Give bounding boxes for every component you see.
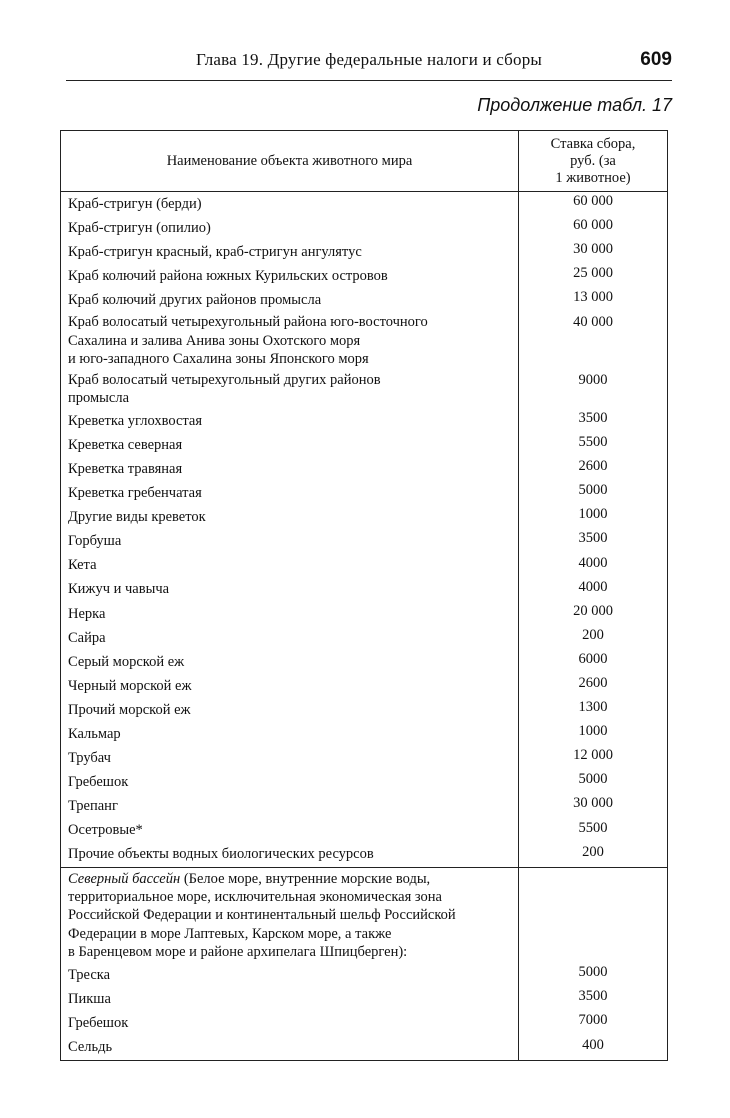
object-name-cell [61, 288, 519, 312]
object-name-line: Кижуч и чавыча [68, 581, 170, 598]
rate-header-line: 1 животное) [555, 169, 631, 186]
object-name-cell: Сельдь [61, 1036, 519, 1061]
rate-header-line: руб. (за [570, 152, 616, 169]
object-name-line: Кета [68, 557, 97, 574]
table-row [61, 216, 668, 240]
table-row [61, 264, 668, 288]
object-name-line: Осетровые* [68, 822, 143, 839]
table-row [61, 698, 668, 722]
table-row [61, 240, 668, 264]
object-name-line: Другие виды креветок [68, 509, 206, 526]
table-row [61, 288, 668, 312]
object-name-line: Прочий морской еж [68, 701, 191, 718]
rate-value-cell [519, 867, 668, 963]
table-row [61, 650, 668, 674]
object-name-line: Краб колючий других районов промысла [68, 292, 322, 309]
object-name-line: Трепанг [68, 798, 118, 815]
rate-value-cell: 4000 [519, 554, 668, 578]
rate-value-cell: 5000 [519, 770, 668, 794]
rate-value-cell: 200 [519, 843, 668, 868]
object-name-line: Трубач [68, 750, 111, 767]
object-name-cell [61, 578, 519, 602]
rate-value-cell: 1000 [519, 722, 668, 746]
object-name-line: Гребешок [68, 774, 129, 791]
rate-value-cell: 25 000 [519, 264, 668, 288]
object-name-line: Креветка северная [68, 436, 183, 453]
table-row [61, 746, 668, 770]
object-name-cell [61, 746, 519, 770]
object-name-line: Креветка углохвостая [68, 412, 203, 429]
table-row [61, 433, 668, 457]
rate-value-cell: 3500 [519, 409, 668, 433]
rate-value-cell: 5000 [519, 963, 668, 987]
rate-value-cell: 13 000 [519, 288, 668, 312]
rate-value-cell: 9000 [519, 370, 668, 409]
object-name-line: Краб волосатый четырехугольный других районов [68, 371, 381, 388]
rate-value-cell: 12 000 [519, 746, 668, 770]
table-row [61, 505, 668, 529]
object-name-cell [61, 216, 519, 240]
table-header-row [61, 131, 668, 192]
object-name-cell [61, 433, 519, 457]
object-name-line: Нерка [68, 605, 106, 622]
basin-description-line: в Баренцевом море и районе архипелага Шпицберген): [68, 943, 408, 960]
rate-value-cell: 5500 [519, 433, 668, 457]
basin-description-line: Российской Федерации и континентальный шельф Российской [68, 907, 456, 924]
table-row [61, 602, 668, 626]
table-row [61, 819, 668, 843]
object-name-cell [61, 457, 519, 481]
rate-value-cell: 7000 [519, 1011, 668, 1035]
table-row [61, 370, 668, 409]
object-name-cell [61, 843, 519, 868]
object-name-line: Сайра [68, 629, 106, 646]
column-header-name: Наименование объекта животного мира [61, 131, 519, 192]
object-name-cell: Гребешок [61, 1011, 519, 1035]
rate-header-line: Ставка сбора, [550, 135, 636, 152]
rate-value-cell: 3500 [519, 987, 668, 1011]
table-row [61, 409, 668, 433]
object-name-cell [61, 264, 519, 288]
object-name-line: Горбуша [68, 533, 122, 550]
table-row [61, 529, 668, 553]
object-name-line: Сахалина и залива Анива зоны Охотского моря [68, 332, 361, 349]
table-row [61, 578, 668, 602]
object-name-cell [61, 674, 519, 698]
chapter-title: Глава 19. Другие федеральные налоги и сборы [195, 50, 543, 69]
basin-section-row [61, 867, 668, 963]
table-row [61, 626, 668, 650]
table-continuation-label: Продолжение табл. 17 [477, 95, 672, 115]
object-name-cell [61, 650, 519, 674]
object-name-cell [61, 554, 519, 578]
basin-description-line: Федерации в море Лаптевых, Карском море, а также [68, 925, 392, 942]
rate-value-cell: 40 000 [519, 312, 668, 370]
rate-value-cell: 30 000 [519, 240, 668, 264]
object-name-line: промысла [68, 390, 130, 407]
rate-value-cell: 200 [519, 626, 668, 650]
table-row [61, 770, 668, 794]
rate-value-cell: 6000 [519, 650, 668, 674]
rate-value-cell: 30 000 [519, 794, 668, 818]
basin-description-line: территориальное море, исключительная экономическая зона [68, 889, 442, 906]
rate-value-cell: 60 000 [519, 192, 668, 217]
object-name-cell [61, 794, 519, 818]
basin-name: Северный бассейн [68, 870, 181, 887]
object-name-cell [61, 409, 519, 433]
table-row [61, 963, 668, 987]
object-name-line: Прочие объекты водных биологических ресурсов [68, 846, 374, 863]
rate-value-cell: 2600 [519, 457, 668, 481]
table-row [61, 481, 668, 505]
table-row [61, 987, 668, 1011]
object-name-line: Кальмар [68, 725, 121, 742]
object-name-cell [61, 626, 519, 650]
object-name-cell: Треска [61, 963, 519, 987]
fee-rates-table [60, 130, 668, 1061]
object-name-line: Краб волосатый четырехугольный района юго-восточного [68, 314, 428, 331]
table-body [61, 192, 668, 1061]
object-name-cell [61, 370, 519, 409]
table-row [61, 554, 668, 578]
table-row [61, 1036, 668, 1061]
object-name-cell [61, 240, 519, 264]
object-name-cell [61, 529, 519, 553]
column-header-rate [519, 131, 668, 192]
object-name-line: Краб-стригун (берди) [68, 195, 202, 212]
table-row [61, 722, 668, 746]
object-name-line: Креветка гребенчатая [68, 485, 202, 502]
table-row [61, 843, 668, 868]
rate-value-cell: 400 [519, 1036, 668, 1061]
object-name-cell [61, 312, 519, 370]
running-head [66, 50, 672, 81]
rate-value-cell: 1000 [519, 505, 668, 529]
rate-value-cell: 4000 [519, 578, 668, 602]
basin-description-cell [61, 867, 519, 963]
page-number: 609 [640, 49, 672, 70]
object-name-cell [61, 819, 519, 843]
rate-value-cell: 60 000 [519, 216, 668, 240]
object-name-line: Черный морской еж [68, 677, 192, 694]
table-row [61, 312, 668, 370]
object-name-cell [61, 602, 519, 626]
object-name-line: Краб колючий района южных Курильских островов [68, 268, 388, 285]
table-row [61, 674, 668, 698]
object-name-cell [61, 698, 519, 722]
rate-value-cell: 3500 [519, 529, 668, 553]
rate-value-cell: 2600 [519, 674, 668, 698]
object-name-line: Креветка травяная [68, 460, 183, 477]
rate-value-cell: 5000 [519, 481, 668, 505]
object-name-line: Серый морской еж [68, 653, 185, 670]
object-name-cell [61, 192, 519, 217]
object-name-line: Краб-стригун красный, краб-стригун ангулятус [68, 243, 362, 260]
object-name-cell [61, 505, 519, 529]
table-row [61, 192, 668, 217]
rate-value-cell: 1300 [519, 698, 668, 722]
rate-value-cell: 20 000 [519, 602, 668, 626]
object-name-cell [61, 481, 519, 505]
object-name-line: Краб-стригун (опилио) [68, 219, 211, 236]
table-row [61, 794, 668, 818]
table-row [61, 457, 668, 481]
table-row [61, 1011, 668, 1035]
rate-value-cell: 5500 [519, 819, 668, 843]
object-name-cell [61, 722, 519, 746]
basin-description-line: (Белое море, внутренние морские воды, [180, 870, 431, 887]
object-name-cell: Пикша [61, 987, 519, 1011]
object-name-cell [61, 770, 519, 794]
object-name-line: и юго-западного Сахалина зоны Японского моря [68, 351, 369, 368]
